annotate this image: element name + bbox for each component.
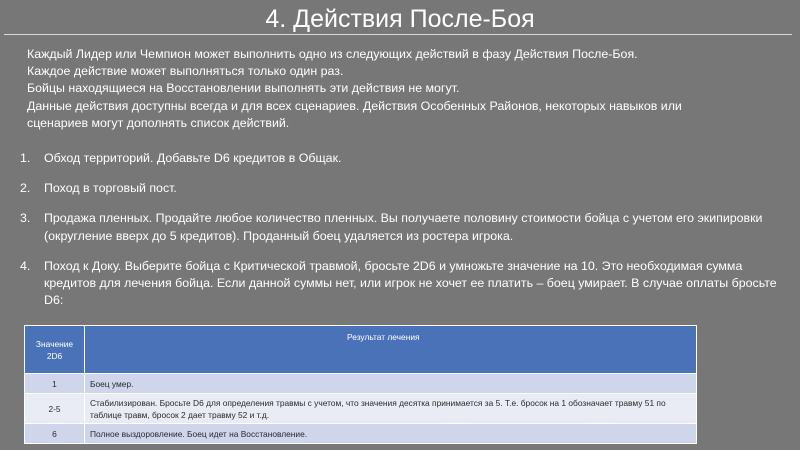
action-item-sell-captives <box>20 210 780 244</box>
action-number: 4. <box>20 258 31 273</box>
actions-list <box>20 150 780 322</box>
intro-text <box>27 46 747 132</box>
roll-value-cell: 6 <box>25 424 85 444</box>
action-text: Обход территорий. Добавьте D6 кредитов в Общак. <box>44 151 342 165</box>
action-text: Поход в торговый пост. <box>44 181 177 196</box>
intro-line: Бойцы находящиеся на Восстановлении выполнять эти действия не могут. <box>27 81 460 96</box>
table-row <box>25 424 697 444</box>
action-number: 2. <box>20 181 31 196</box>
action-item-doc <box>20 258 780 310</box>
healing-results-table <box>24 325 697 444</box>
intro-line: Каждое действие может выполняться только один раз. <box>27 64 344 79</box>
roll-value-cell: 2-5 <box>25 394 85 424</box>
title-divider <box>4 34 792 35</box>
action-text: Поход к Доку. Выберите бойца с Критической травмой, бросьте 2D6 и умножьте значение на 10. Это необходимая сумма кредитов для лечения бойца. Если данной суммы нет, или игрок не хочет ее платить – боец умирает. В случае оплаты бросьте D6: <box>44 258 777 308</box>
roll-value-cell: 1 <box>25 374 85 394</box>
action-item-trading-post <box>20 180 780 197</box>
header-healing-result: Результат лечения <box>85 326 697 374</box>
result-cell: Боец умер. <box>85 374 697 394</box>
table-row <box>25 374 697 394</box>
header-roll-value: Значение 2D6 <box>25 326 85 374</box>
result-cell: Полное выздоровление. Боец идет на Восстановление. <box>85 424 697 444</box>
action-item-patrol <box>20 150 780 167</box>
slide-title: 4. Действия После-Боя <box>265 5 535 33</box>
intro-line: сценариев могут дополнять список действий. <box>27 115 290 130</box>
action-number: 1. <box>20 151 31 165</box>
table-header-row <box>25 326 697 374</box>
intro-line: Каждый Лидер или Чемпион может выполнить одно из следующих действий в фазу Действия После-Боя. <box>27 47 638 61</box>
table-row <box>25 394 697 424</box>
action-text: Продажа пленных. Продайте любое количество пленных. Вы получаете половину стоимости бойца с учетом его экипировки (округление вверх до 5 кредитов). Проданный боец удаляется из ростера игрока. <box>44 211 763 243</box>
result-cell: Стабилизирован. Бросьте D6 для определения травмы с учетом, что значения десятка принимается за 5. Т.е. бросок на 1 обозначает травму 51 по таблице травм, бросок 2 дает травму 52 и т.д. <box>85 394 697 424</box>
intro-line: Данные действия доступны всегда и для всех сценариев. Действия Особенных Районов, некоторых навыков или <box>27 98 682 113</box>
action-number: 3. <box>20 211 31 226</box>
